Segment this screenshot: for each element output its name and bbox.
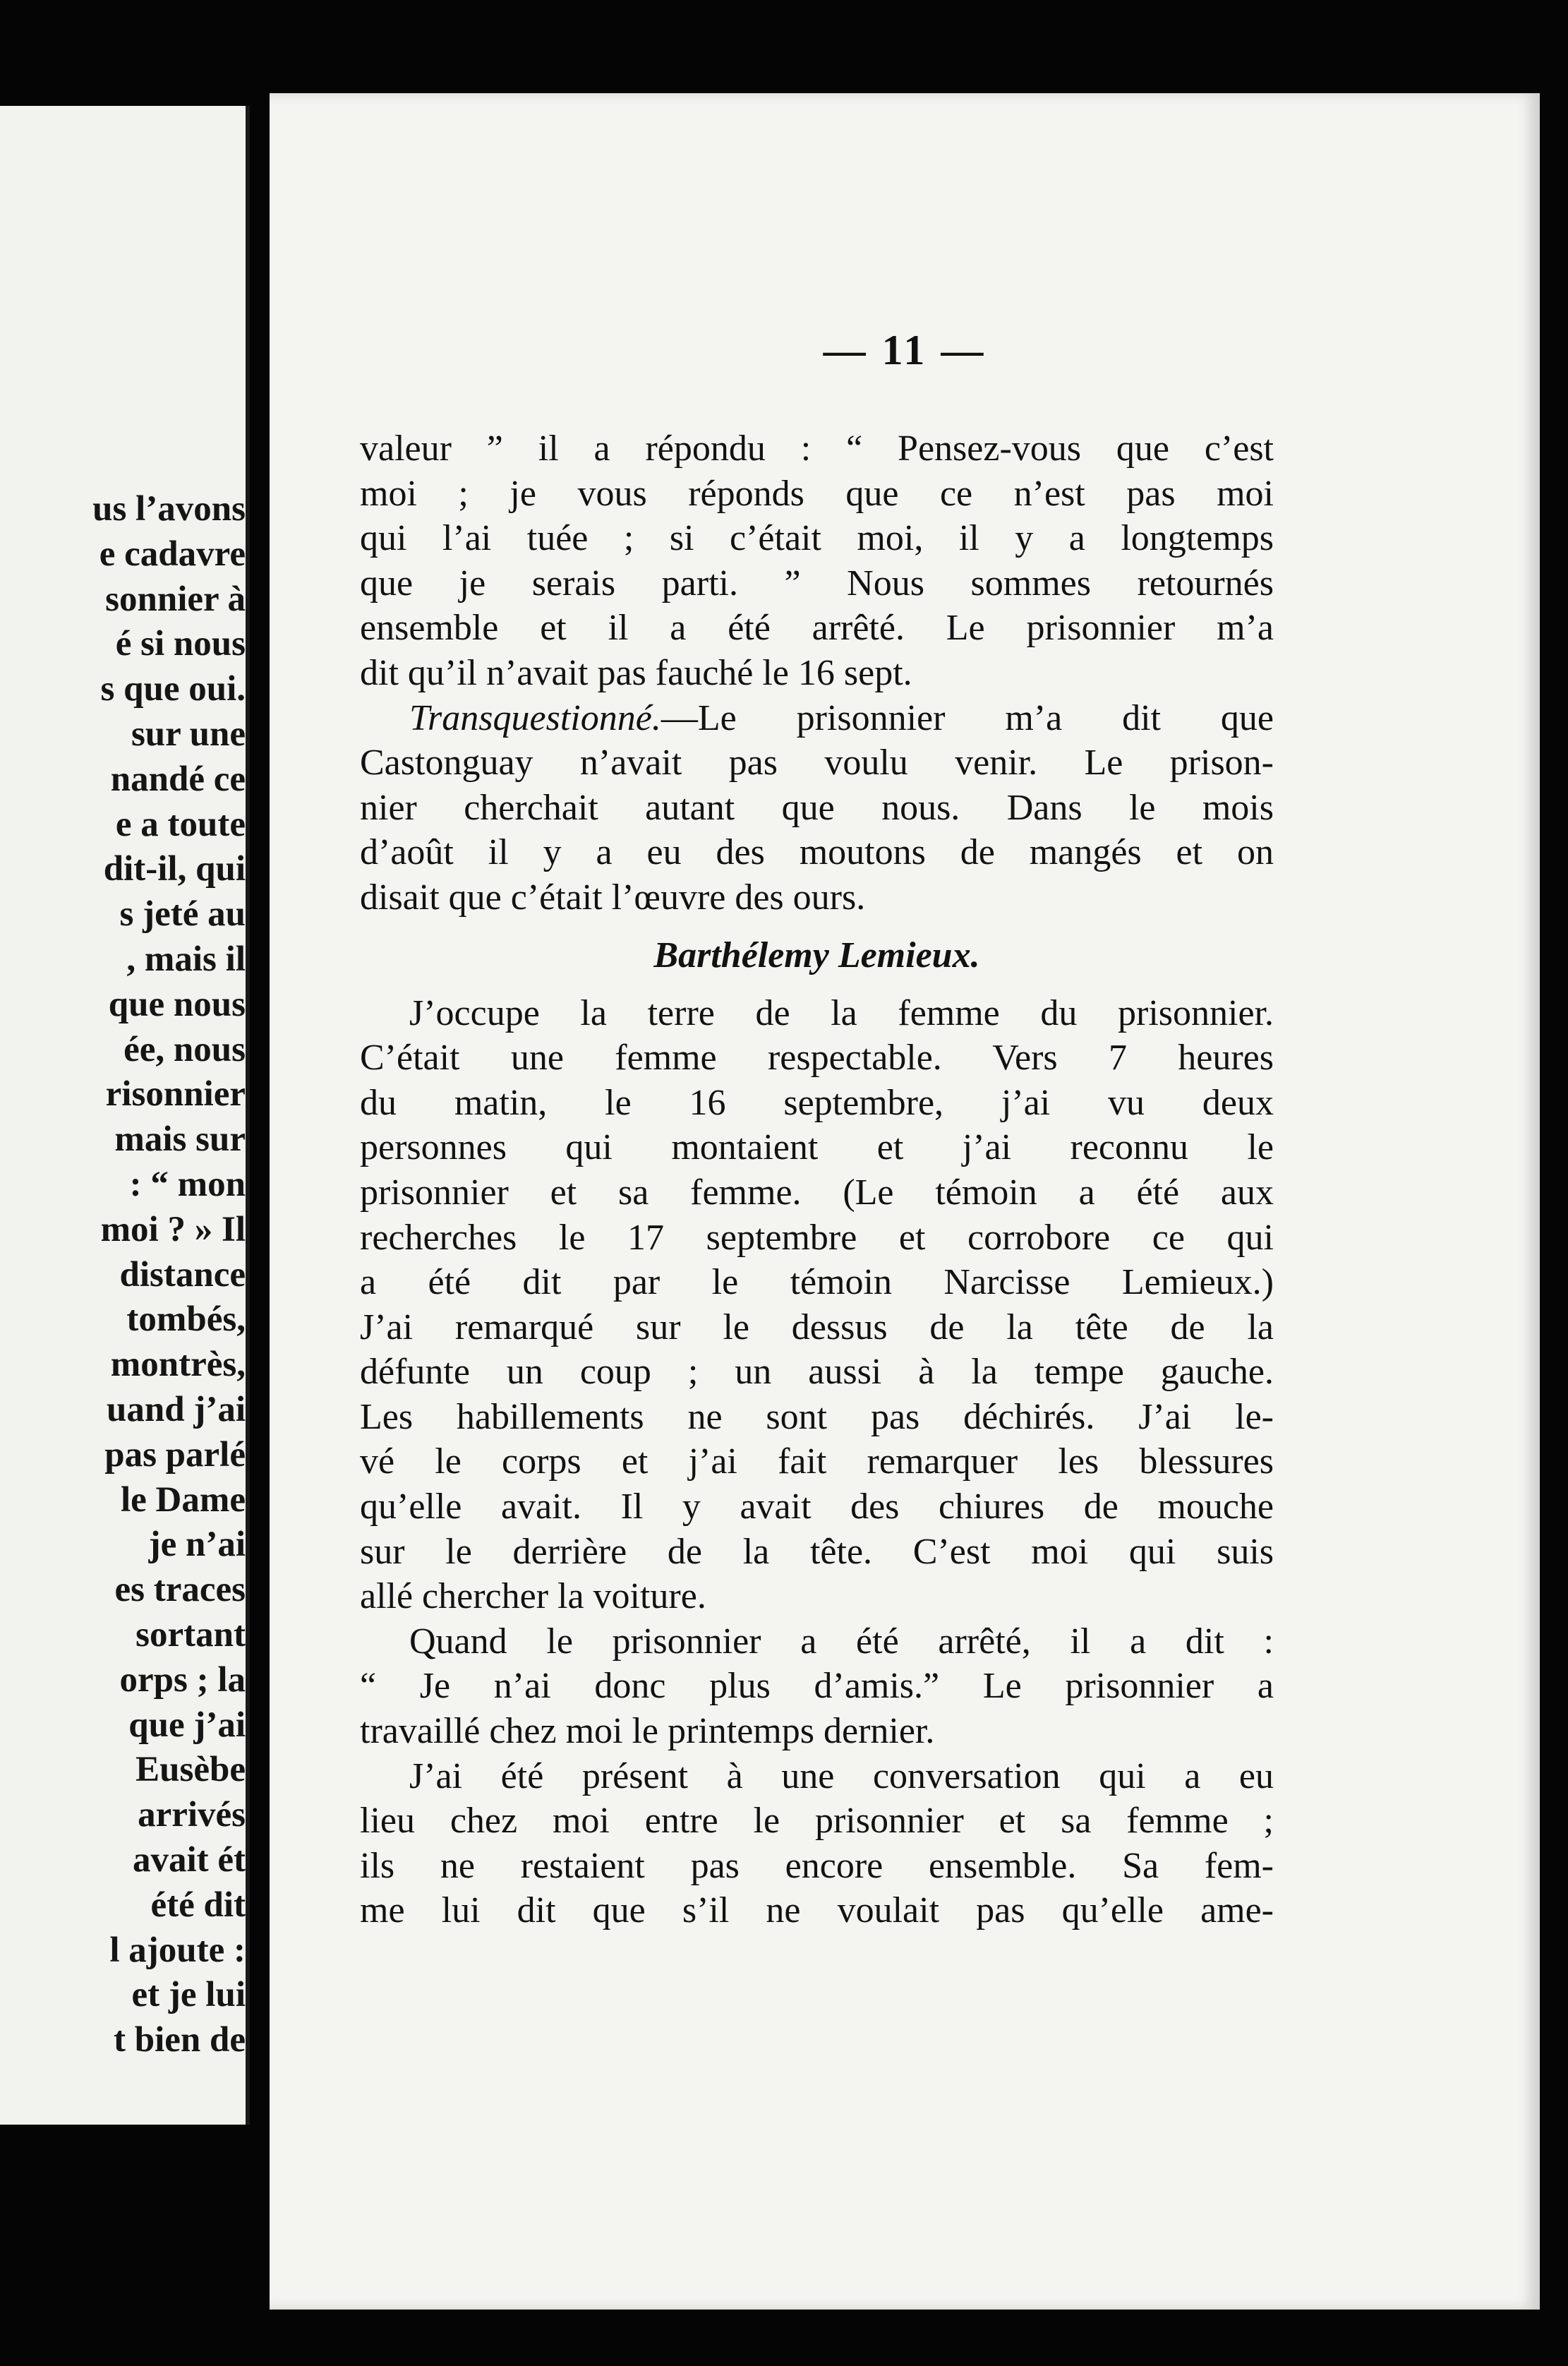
- text-line: qui l’ai tuée ; si c’était moi, il y a longtemps: [360, 518, 1274, 559]
- previous-page-line: , mais il: [126, 939, 246, 979]
- previous-page-line: s jeté au: [119, 894, 246, 935]
- text-line: lieu chez moi entre le prisonnier et sa femme ;: [360, 1801, 1274, 1842]
- text-line: J’occupe la terre de la femme du prisonnier.: [409, 992, 1274, 1033]
- previous-page-line: arrivés: [138, 1795, 246, 1835]
- previous-page-line: moi ? » Il: [100, 1209, 246, 1249]
- text-line: J’ai été présent à une conversation qui a eu: [409, 1755, 1274, 1796]
- cross-examination-text: —Le prisonnier m’a dit que: [661, 697, 1274, 738]
- previous-page-line: et je lui: [131, 1975, 246, 2015]
- page-body: [360, 426, 1274, 1933]
- text-line: qu’elle avait. Il y avait des chiures de mouche: [360, 1487, 1274, 1527]
- text-line: sur le derrière de la tête. C’est moi qui suis: [360, 1531, 1274, 1572]
- cross-examination-line: [360, 696, 1274, 741]
- text-line: que je serais parti. ” Nous sommes retournés: [360, 563, 1274, 603]
- text-line: ils ne restaient pas encore ensemble. Sa fem-: [360, 1845, 1274, 1886]
- previous-page-line: le Dame: [120, 1479, 246, 1520]
- text-line: allé chercher la voiture.: [360, 1576, 706, 1617]
- text-line: moi ; je vous réponds que ce n’est pas moi: [360, 473, 1274, 514]
- previous-page-line: sur une: [131, 714, 246, 754]
- witness-heading: Barthélemy Lemieux.: [653, 935, 980, 975]
- previous-page-line: us l’avons: [92, 489, 246, 529]
- text-line: d’août il y a eu des moutons de mangés et on: [360, 832, 1274, 873]
- previous-page-line: montrès,: [110, 1345, 246, 1385]
- page-number: — 11 —: [823, 327, 987, 373]
- text-line: recherches le 17 septembre et corrobore ce qui: [360, 1217, 1274, 1258]
- text-line: J’ai remarqué sur le dessus de la tête de la: [360, 1307, 1274, 1347]
- text-line: personnes qui montaient et j’ai reconnu le: [360, 1127, 1274, 1168]
- text-line: vé le corps et j’ai fait remarquer les blessures: [360, 1441, 1274, 1482]
- text-line: C’était une femme respectable. Vers 7 heures: [360, 1038, 1274, 1079]
- previous-page-line: e a toute: [115, 804, 246, 844]
- previous-page-line: orps ; la: [119, 1659, 246, 1700]
- previous-page-line: es traces: [114, 1570, 246, 1610]
- previous-page-line: sortant: [135, 1614, 246, 1655]
- text-line: défunte un coup ; un aussi à la tempe gauche.: [360, 1352, 1274, 1393]
- previous-page-line: : “ mon: [129, 1164, 246, 1204]
- previous-page-line: Eusèbe: [135, 1750, 246, 1790]
- text-line: Castonguay n’avait pas voulu venir. Le prison-: [360, 743, 1274, 783]
- text-line: ensemble et il a été arrêté. Le prisonnier m’a: [360, 608, 1274, 649]
- previous-page-line: é si nous: [115, 624, 246, 664]
- text-line: Quand le prisonnier a été arrêté, il a dit :: [409, 1621, 1274, 1662]
- previous-page-line: avait ét: [132, 1839, 246, 1880]
- cross-examination-label: Transquestionné.: [409, 697, 661, 738]
- text-line: nier cherchait autant que nous. Dans le mois: [360, 787, 1274, 828]
- previous-page-line: ée, nous: [123, 1029, 246, 1069]
- text-line: “ Je n’ai donc plus d’amis.” Le prisonnier a: [360, 1666, 1274, 1707]
- text-line: valeur ” il a répondu : “ Pensez-vous que c’est: [360, 428, 1274, 469]
- previous-page-line: nandé ce: [110, 759, 246, 799]
- text-line: disait que c’était l’œuvre des ours.: [360, 877, 866, 918]
- text-line: prisonnier et sa femme. (Le témoin a été aux: [360, 1172, 1274, 1213]
- previous-page-line: t bien de: [113, 2020, 246, 2060]
- previous-page-line: sonnier à: [105, 579, 246, 619]
- text-line: du matin, le 16 septembre, j’ai vu deux: [360, 1082, 1274, 1123]
- previous-page-line: distance: [119, 1254, 246, 1295]
- previous-page-line: s que oui.: [100, 669, 246, 709]
- previous-page-line: risonnier: [105, 1074, 246, 1115]
- text-line: travaillé chez moi le printemps dernier.: [360, 1711, 935, 1752]
- previous-page-line: e cadavre: [99, 534, 246, 574]
- text-line: dit qu’il n’avait pas fauché le 16 sept.: [360, 652, 912, 693]
- previous-page-line: l ajoute :: [109, 1930, 246, 1970]
- current-page: [270, 93, 1540, 2310]
- text-line: Les habillements ne sont pas déchirés. J’ai le-: [360, 1396, 1274, 1437]
- text-line: a été dit par le témoin Narcisse Lemieux.): [360, 1262, 1274, 1303]
- previous-page-line: pas parlé: [104, 1434, 246, 1475]
- previous-page: [0, 106, 250, 2125]
- previous-page-line: je n’ai: [148, 1525, 246, 1565]
- previous-page-line: que j’ai: [128, 1705, 246, 1745]
- previous-page-line: uand j’ai: [107, 1389, 246, 1429]
- previous-page-line: dit-il, qui: [103, 849, 246, 889]
- previous-page-line: été dit: [150, 1885, 246, 1925]
- text-line: me lui dit que s’il ne voulait pas qu’elle ame-: [360, 1890, 1274, 1931]
- previous-page-line: tombés,: [126, 1299, 246, 1340]
- previous-page-line: mais sur: [114, 1119, 246, 1160]
- previous-page-line: que nous: [108, 984, 246, 1024]
- previous-page-text: [0, 487, 246, 2063]
